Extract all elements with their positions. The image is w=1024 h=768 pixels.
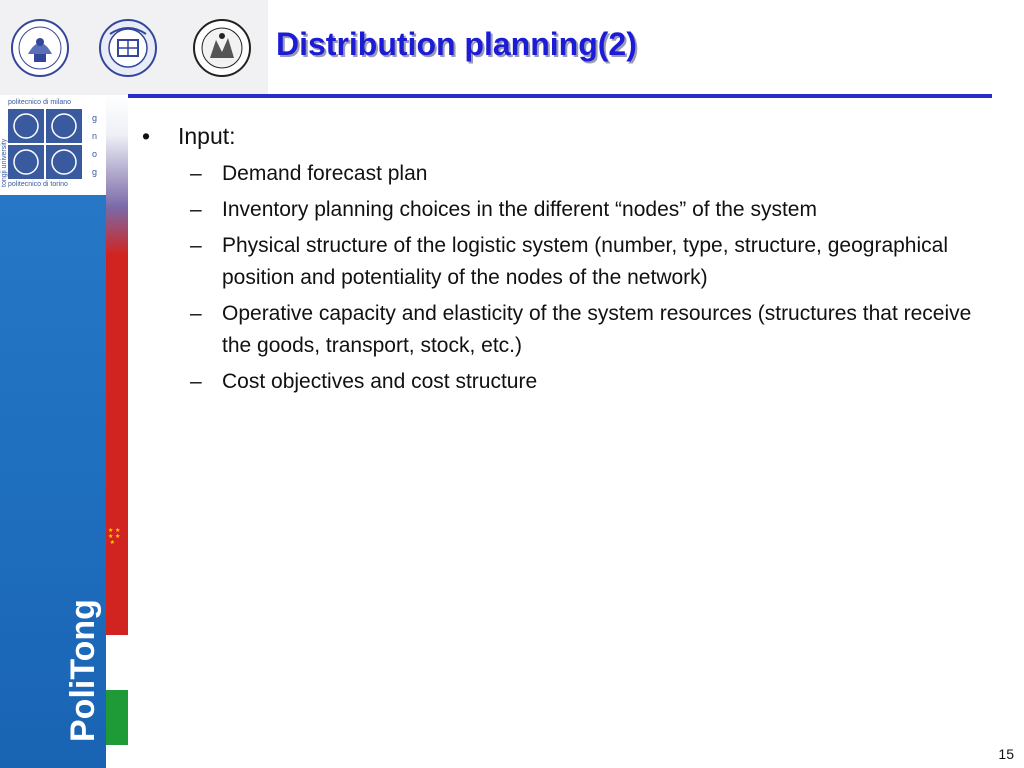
header-logos: [0, 0, 268, 95]
dash-marker: –: [190, 302, 202, 325]
dash-marker: –: [190, 162, 202, 185]
svg-text:g: g: [92, 113, 98, 123]
sidebar-strip-white: [106, 635, 128, 690]
svg-text:g: g: [92, 167, 98, 177]
bullet-text: Input:: [178, 123, 236, 149]
sub-bullet-item: [140, 366, 1000, 398]
sub-bullet-item: [140, 230, 1000, 294]
tongji-seal-icon: [98, 18, 158, 78]
sub-bullet-text: Operative capacity and elasticity of the system resources (structures that receive the goods, transport, stock, etc.): [222, 302, 972, 357]
sidebar-label-top: politecnico di milano: [8, 99, 72, 106]
page-number: 15: [998, 746, 1014, 762]
sub-bullet-text: Cost objectives and cost structure: [222, 370, 538, 393]
bullet-marker: •: [142, 123, 151, 149]
sub-bullet-item: [140, 158, 1000, 190]
sub-bullet-text: Demand forecast plan: [222, 162, 428, 185]
sidebar-strip-green: [106, 690, 128, 745]
sidebar-logo-grid: [0, 95, 106, 195]
sidebar-strip-gradient: [106, 95, 128, 255]
sub-bullet-text: Physical structure of the logistic system (number, type, structure, geographical position and potentiality of the nodes of the network): [222, 234, 948, 289]
svg-text:o: o: [92, 149, 98, 159]
sidebar-label-side: tongji university: [1, 138, 8, 187]
sidebar-label-bottom: politecnico di torino: [8, 181, 68, 188]
slide-title: Distribution planning(2): [276, 26, 637, 62]
dash-marker: –: [190, 234, 202, 257]
sub-bullet-item: [140, 298, 1000, 362]
university-seals-grid-icon: [8, 109, 104, 181]
brand-logo: PoliTong: [64, 599, 102, 742]
milano-seal-icon: [192, 18, 252, 78]
flag-stars-icon: ★ ★ ★ ★ ★: [108, 528, 121, 546]
title-divider: [128, 94, 992, 98]
bullet-item: [140, 120, 1000, 152]
sub-bullet-text: Inventory planning choices in the different “nodes” of the system: [222, 198, 817, 221]
sub-bullet-item: [140, 194, 1000, 226]
svg-text:n: n: [92, 131, 98, 141]
torino-seal-icon: [10, 18, 70, 78]
slide-content: [140, 120, 1000, 402]
dash-marker: –: [190, 370, 202, 393]
dash-marker: –: [190, 198, 202, 221]
sub-bullet-list: [140, 158, 1000, 398]
sidebar-strip-red: [106, 255, 128, 635]
